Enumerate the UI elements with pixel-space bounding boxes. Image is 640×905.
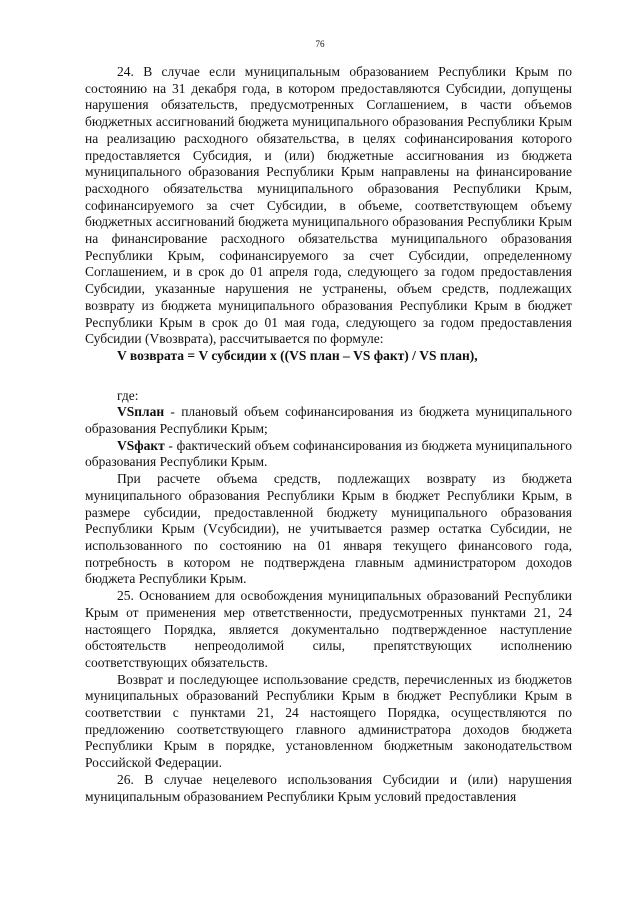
term-vs-fact: VSфакт (117, 437, 165, 453)
page-number: 76 (315, 39, 325, 49)
paragraph-24: 24. В случае если муниципальным образованием Республики Крым по состоянию на 31 декабря года, в котором предоставляются Субсидии, допущены нарушения обязательств, предусмотренных Соглашением, в части объемов бюджетных ассигнований бюджета муниципального образования Республики Крым на реализацию расходного обязательства, в целях софинансирования которого предоставляется Субсидия, и (или) бюджетные ассигнования из бюджета муниципального образования Республики Крым направлены на финансирование расходного обязательства муниципального образования Республики Крым, софинансируемого за счет Субсидии, в объеме, соответствующем объему бюджетных ассигнований бюджета муниципального образования Республики Крым на финансирование расходного обязательства муниципального образования Республики Крым, софинансируемого за счет Субсидии, определенному Соглашением, и в срок до 01 апреля года, следующего за годом предоставления Субсидии, указанные нарушения не устранены, объем средств, подлежащих возврату из бюджета муниципального образования Республики Крым в бюджет Республики Крым в срок до 01 мая года, следующего за годом предоставления Субсидии (Vвозврата), рассчитывается по формуле: (85, 64, 572, 347)
definition-vs-fact (85, 438, 572, 471)
definition-vs-fact-text: - фактический объем софинансирования из бюджета муниципального образования Республики Крым. (85, 437, 572, 470)
paragraph-return: Возврат и последующее использование средств, перечисленных из бюджетов муниципальных образований Республики Крым в бюджет Республики Крым в соответствии с пунктами 21, 24 настоящего Порядка, осуществляются по предложению соответствующего главного администратора доходов бюджета Республики Крым в порядке, установленном бюджетным законодательством Российской Федерации. (85, 671, 572, 771)
paragraph-26: 26. В случае нецелевого использования Субсидии и (или) нарушения муниципальным образованием Республики Крым условий предоставления (85, 771, 572, 804)
spacer (85, 365, 572, 388)
definition-vs-plan (85, 404, 572, 437)
where-label: где: (117, 387, 139, 403)
document-body (85, 64, 572, 805)
paragraph-calculation: При расчете объема средств, подлежащих возврату из бюджета муниципального образования Республики Крым в бюджет Республики Крым, в размере субсидии, предоставленной бюджету муниципального образования Республики Крым (Vсубсидии), не учитывается размер остатка Субсидии, не использованного по состоянию на 01 января текущего финансового года, потребность в котором не подтверждена главным администратором доходов бюджета Республики Крым. (85, 471, 572, 587)
term-vs-plan: VSплан (117, 404, 165, 420)
definition-vs-plan-text: - плановый объем софинансирования из бюджета муниципального образования Республики Крым; (85, 404, 572, 437)
paragraph-25: 25. Основанием для освобождения муниципальных образований Республики Крым от применения мер ответственности, предусмотренных пунктами 21, 24 настоящего Порядка, является документально подтвержденное наступление обстоятельств непреодолимой силы, препятствующих исполнению соответствующих обязательств. (85, 588, 572, 670)
formula: V возврата = V субсидии х ((VS план – VS факт) / VS план), (117, 347, 478, 363)
